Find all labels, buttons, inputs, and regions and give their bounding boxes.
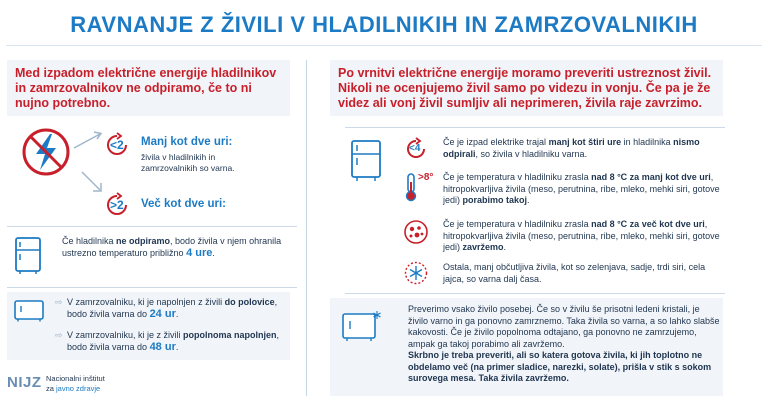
freezer-half-text: V zamrzovalniku, ki je napolnjen z živili do polovice, bodo živila varna do 24 ur. — [67, 297, 278, 320]
page-title: RAVNANJE Z ŽIVILI V HLADILNIKIH IN ZAMRZOVALNIKIH — [70, 12, 698, 37]
right-item-3: Če je temperatura v hladilniku zrasla nad 8 °C za več kot dve uri, hitropokvarljiva živila (meso, perutnina, ribe, mleko, mehki siri, gotove jedi) zavržemo. — [443, 219, 720, 252]
under-two-badge: <2 — [110, 138, 124, 152]
column-divider — [306, 60, 307, 396]
bacteria-icon — [403, 219, 429, 245]
under-two-text: živila v hladilnikih in zamrzovalnikih so varna. — [141, 152, 235, 173]
under-two-heading: Manj kot dve uri: — [141, 136, 233, 148]
logo-mark: NIJZ — [7, 374, 42, 391]
fridge-icon — [14, 237, 42, 275]
right-item-2: Če je temperatura v hladilniku zrasla nad 8 °C za manj kot dve uri, hitropokvarljiva živila (meso, perutnina, ribe, mleko, mehki siri, gotove jedi) porabimo takoj. — [443, 172, 720, 205]
fridge-text: Če hladilnika ne odpiramo, bodo živila v njem ohranila ustrezno temperaturo približno 4 ure. — [62, 236, 282, 259]
right-freezer-text-1: Preverimo vsako živilo posebej. Če so v živilu še prisotni ledeni kristali, je živilo varno in ga ponovno zamrznemo. Taka živila so varna, a so lahko slabše kakovosti. Če je živilo popolnoma odtajano, ga ponovno ne zamrzujemo, ampak ga takoj porabimo ali zavržemo. — [408, 304, 720, 349]
right-freezer-text-2: Skrbno je treba preveriti, ali so katera gotova živila, ki jih toplotno ne obdelamo več (na primer sladice, narezki, solate), prišla v stik s sokom surovega mesa. Taka živila zavržemo. — [408, 350, 712, 383]
snowflake-icon — [404, 261, 428, 285]
left-warning-box: Med izpadom električne energije hladilnikov in zamrzovalnikov ne odpiramo, če to ni nujno potrebno. — [7, 60, 290, 116]
over-two-heading: Več kot dve uri: — [141, 198, 227, 210]
freezer-full-text: V zamrzovalniku, ki je z živili popolnoma napolnjen, bodo živila varna do 48 ur. — [67, 330, 280, 353]
over-two-badge: >2 — [110, 198, 124, 212]
under-four-badge: <4 — [409, 143, 421, 154]
right-item-1: Če je izpad elektrike trajal manj kot štiri ure in hladilnika nismo odpirali, so živila v hladilniku varna. — [443, 137, 700, 159]
bullet-arrow-icon: ⇨ — [55, 330, 63, 340]
right-freezer-icon — [342, 310, 382, 342]
right-warning-box: Po vrnitvi električne energije moramo preveriti ustreznost živil. Nikoli ne ocenjujemo živil samo po videzu in vonju. Če pa je že videz ali vonj živil sumljiv ali neprimeren, živila raje zavrzimo. — [330, 60, 723, 116]
right-separator-2 — [345, 293, 725, 294]
bullet-arrow-icon: ⇨ — [55, 297, 63, 307]
over-eight-badge: >8° — [418, 172, 434, 183]
arrow-up-icon — [72, 128, 104, 150]
left-separator-2 — [7, 287, 297, 288]
logo-text: Nacionalni inštitut za javno zdravje — [46, 374, 105, 393]
right-fridge-icon — [350, 140, 382, 182]
freezer-icon — [14, 300, 44, 322]
power-outage-icon — [20, 126, 72, 178]
title-divider — [6, 45, 762, 46]
arrow-down-icon — [80, 170, 106, 196]
left-separator-1 — [7, 226, 297, 227]
right-item-4: Ostala, manj občutljiva živila, kot so zelenjava, sadje, trdi siri, cela jajca, so varna dalj časa. — [443, 262, 706, 284]
right-separator-1 — [345, 127, 725, 128]
